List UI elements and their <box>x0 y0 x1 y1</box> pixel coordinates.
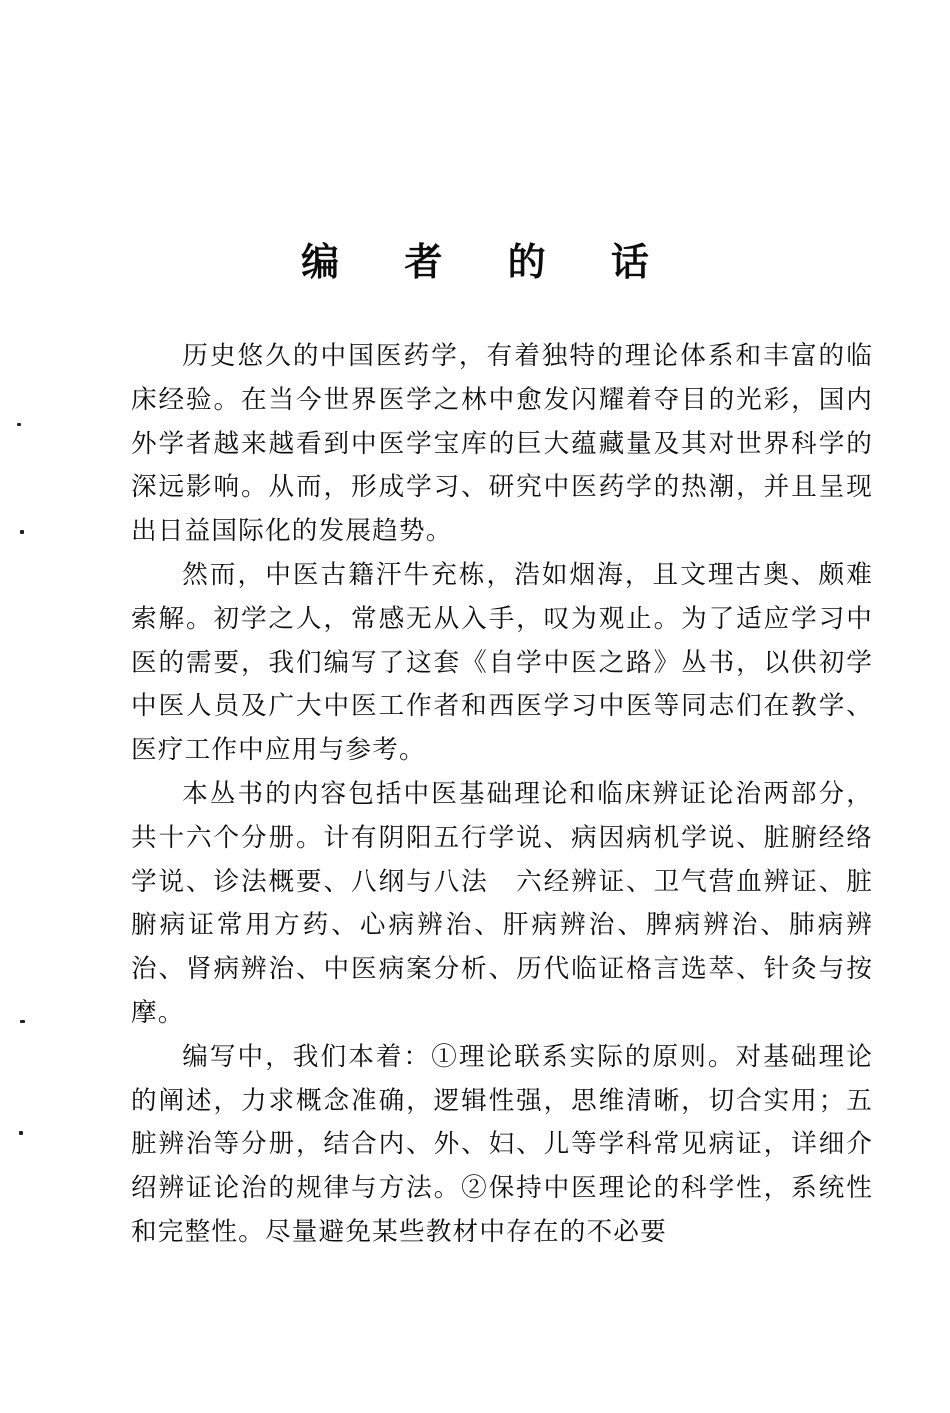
scan-speck <box>19 1131 23 1135</box>
paragraph-1: 历史悠久的中国医药学，有着独特的理论体系和丰富的临床经验。在当今世界医学之林中愈发闪耀着夺目的光彩，国内外学者越来越看到中医学宝库的巨大蕴藏量及其对世界科学的深远影响。从而，形成学习、研究中医药学的热潮，并且呈现出日益国际化的发展趋势。 <box>131 341 873 547</box>
paragraph-4: 编写中，我们本着：①理论联系实际的原则。对基础理论的阐述，力求概念准确，逻辑性强，思维清晰，切合实用；五脏辨治等分册，结合内、外、妇、儿等学科常见病证，详细介绍辨证论治的规律与方法。②保持中医理论的科学性，系统性和完整性。尽量避免某些教材中存在的不必要 <box>131 1041 873 1247</box>
paragraph-3: 本丛书的内容包括中医基础理论和临床辨证论治两部分，共十六个分册。计有阴阳五行学说、病因病机学说、脏腑经络学说、诊法概要、八纲与八法 六经辨证、卫气营血辨证、脏腑病证常用方药、心病辨治、肝病辨治、脾病辨治、肺病辨治、肾病辨治、中医病案分析、历代临证格言选萃、针灸与按摩。 <box>131 778 873 1028</box>
scan-speck <box>20 530 24 534</box>
paragraph-2: 然而，中医古籍汗牛充栋，浩如烟海，且文理古奥、颇难索解。初学之人，常感无从入手，叹为观止。为了适应学习中医的需要，我们编写了这套《自学中医之路》丛书，以供初学中医人员及广大中医工作者和西医学习中医等同志们在教学、医疗工作中应用与参考。 <box>131 559 873 766</box>
scan-speck <box>20 1020 25 1023</box>
scan-speck <box>17 423 21 426</box>
body-text <box>131 335 873 1255</box>
page-title: 编 者 的 话 <box>301 239 675 284</box>
